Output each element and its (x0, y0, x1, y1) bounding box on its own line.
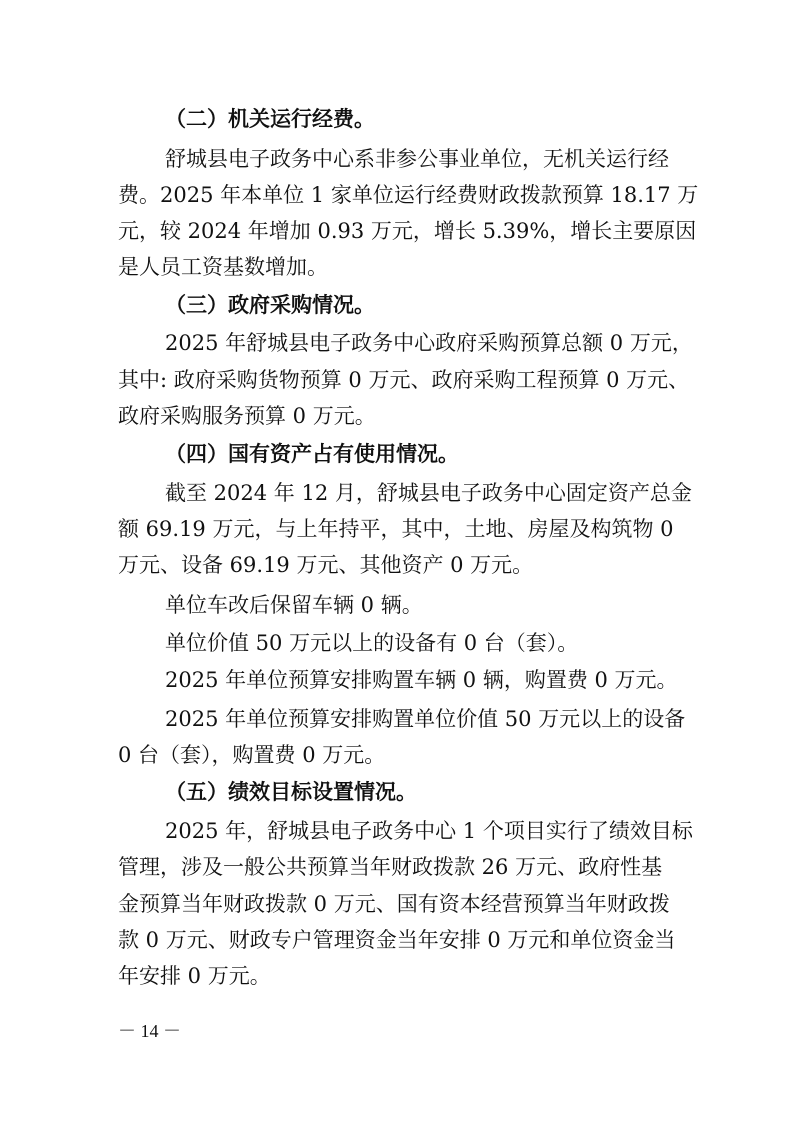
section-heading-5: （五）绩效目标设置情况。 (165, 779, 417, 804)
paragraph-line: 舒城县电子政务中心系非参公事业单位，无机关运行经 (165, 147, 669, 171)
paragraph-line: 款 0 万元、财政专户管理资金当年安排 0 万元和单位资金当 (118, 928, 676, 952)
section-heading-2: （二）机关运行经费。 (165, 106, 375, 131)
section-heading-3: （三）政府采购情况。 (165, 292, 375, 317)
page-number: － 14 － (118, 1021, 181, 1041)
paragraph-line: 年安排 0 万元。 (118, 964, 271, 988)
paragraph-line: 金预算当年财政拨款 0 万元、国有资本经营预算当年财政拨 (118, 892, 670, 916)
paragraph-line: 0 台（套），购置费 0 万元。 (118, 743, 386, 767)
paragraph-line: 政府采购服务预算 0 万元。 (118, 404, 376, 428)
paragraph-line: 额 69.19 万元，与上年持平，其中，土地、房屋及构筑物 0 (118, 517, 674, 541)
paragraph-line: 单位价值 50 万元以上的设备有 0 台（套）。 (165, 631, 579, 655)
paragraph-line: 费。2025 年本单位 1 家单位运行经费财政拨款预算 18.17 万 (118, 183, 699, 207)
paragraph-line: 是人员工资基数增加。 (118, 255, 328, 279)
paragraph-line: 2025 年单位预算安排购置单位价值 50 万元以上的设备 (165, 707, 686, 731)
paragraph-line: 单位车改后保留车辆 0 辆。 (165, 593, 423, 617)
paragraph-line: 2025 年单位预算安排购置车辆 0 辆，购置费 0 万元。 (165, 668, 678, 692)
paragraph-line: 万元、设备 69.19 万元、其他资产 0 万元。 (118, 553, 534, 577)
paragraph-line: 2025 年舒城县电子政务中心政府采购预算总额 0 万元， (165, 331, 693, 355)
paragraph-line: 元，较 2024 年增加 0.93 万元，增长 5.39%，增长主要原因 (118, 219, 697, 243)
paragraph-line: 截至 2024 年 12 月，舒城县电子政务中心固定资产总金 (165, 481, 692, 505)
paragraph-line: 其中: 政府采购货物预算 0 万元、政府采购工程预算 0 万元、 (118, 368, 690, 392)
paragraph-line: 2025 年，舒城县电子政务中心 1 个项目实行了绩效目标 (165, 819, 693, 843)
paragraph-line: 管理，涉及一般公共预算当年财政拨款 26 万元、政府性基 (118, 855, 663, 879)
section-heading-4: （四）国有资产占有使用情况。 (165, 441, 459, 466)
